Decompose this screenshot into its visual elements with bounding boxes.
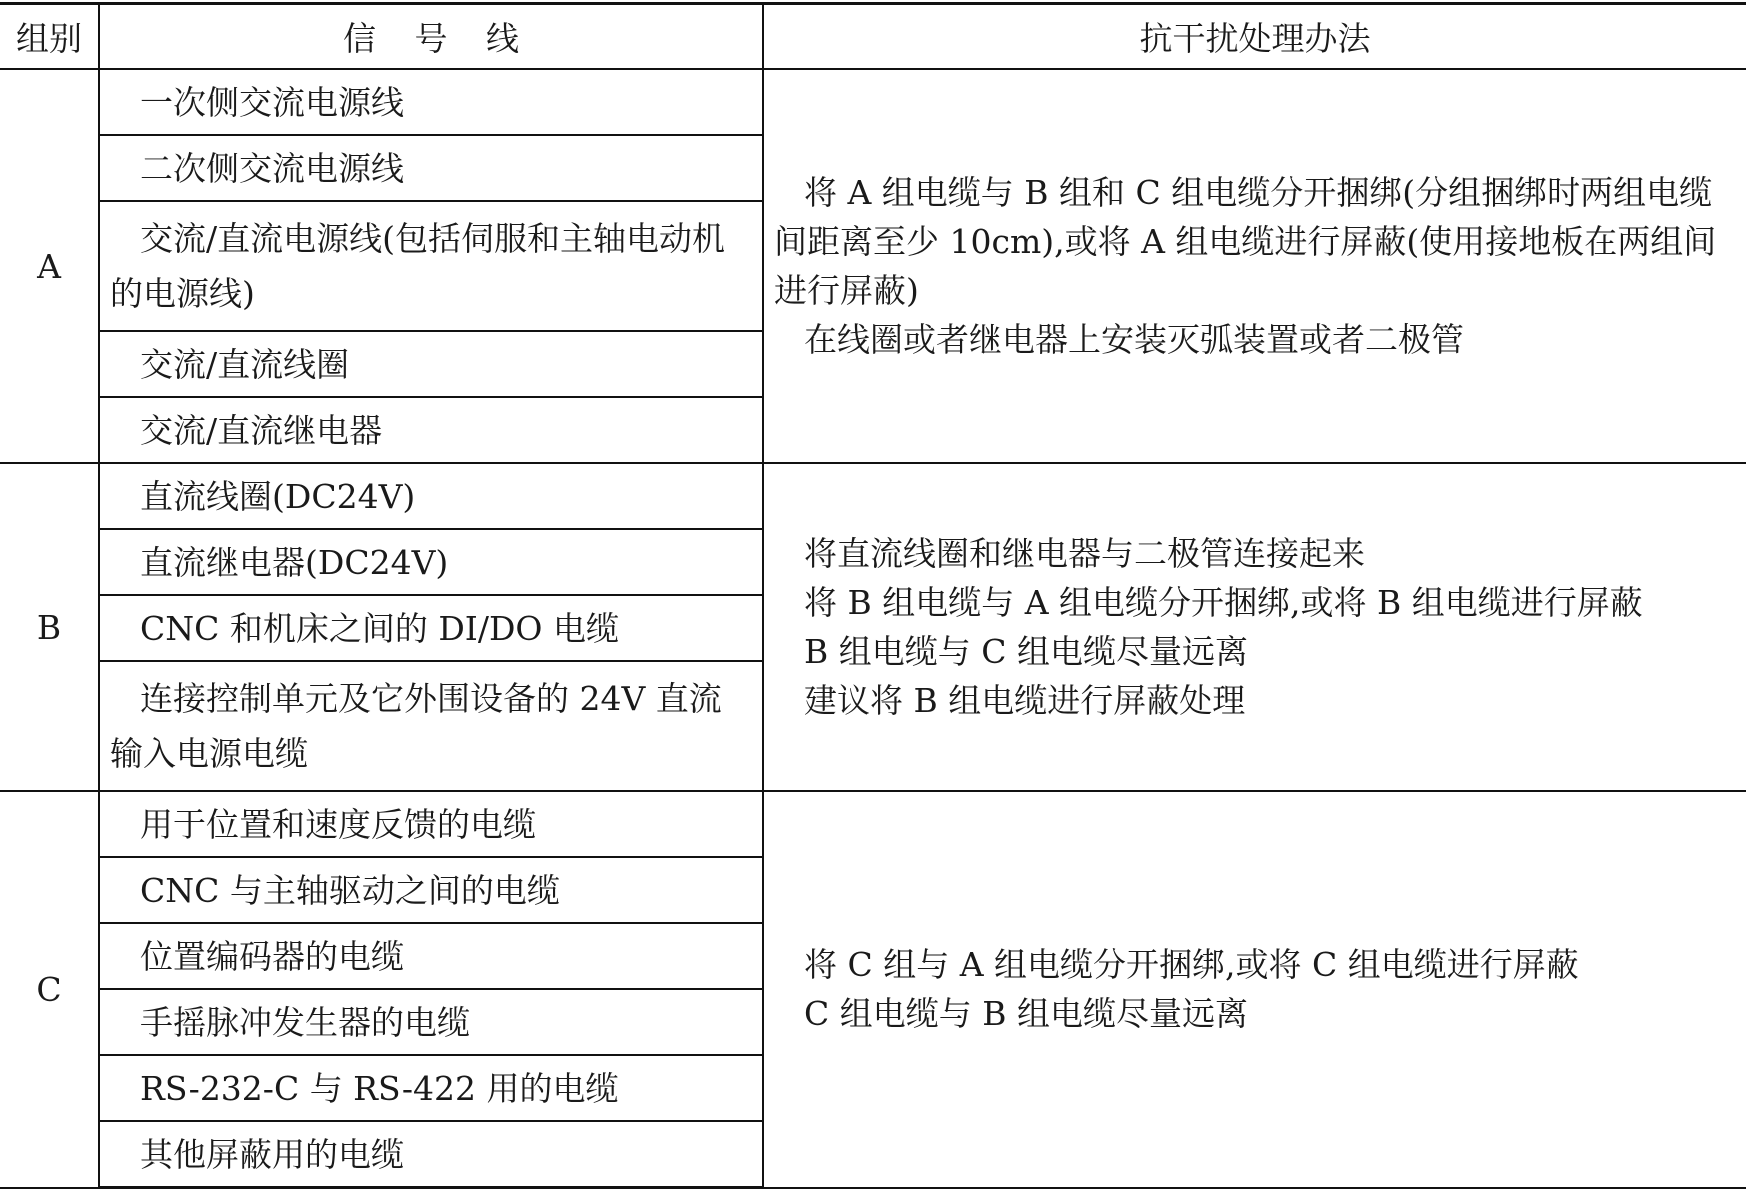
- method-line: B 组电缆与 C 组电缆尽量远离: [804, 632, 1248, 671]
- method-line: 将 C 组与 A 组电缆分开捆绑,或将 C 组电缆进行屏蔽: [804, 945, 1579, 985]
- group-label-c: C: [0, 791, 99, 1188]
- signal-cell: 一次侧交流电源线: [140, 82, 404, 122]
- table-row: [0, 791, 1746, 857]
- method-line: 将 A 组电缆与 B 组和 C 组电缆分开捆绑(分组捆绑时两组电缆间距离至少 10cm),或将 A 组电缆进行屏蔽(使用接地板在两组间进行屏蔽): [774, 173, 1717, 310]
- method-line: C 组电缆与 B 组电缆尽量远离: [804, 994, 1248, 1034]
- method-cell-b: [763, 463, 1746, 791]
- signal-cell: 直流继电器(DC24V): [140, 542, 449, 582]
- signal-cell: 交流/直流继电器: [140, 410, 383, 450]
- signal-cell: 其他屏蔽用的电缆: [140, 1134, 404, 1174]
- method-line: 将 B 组电缆与 A 组电缆分开捆绑,或将 B 组电缆进行屏蔽: [804, 583, 1643, 622]
- table-row: [0, 69, 1746, 135]
- signal-cell: 直流线圈(DC24V): [140, 476, 416, 516]
- signal-cell: 用于位置和速度反馈的电缆: [140, 804, 536, 844]
- signal-cell: RS-232-C 与 RS-422 用的电缆: [140, 1068, 619, 1108]
- signal-cell: 二次侧交流电源线: [140, 148, 404, 188]
- signal-cell: 连接控制单元及它外围设备的 24V 直流输入电源电缆: [110, 679, 722, 773]
- signal-cell: 交流/直流线圈: [140, 344, 350, 384]
- group-label-a: A: [0, 69, 99, 463]
- header-method: 抗干扰处理办法: [763, 4, 1746, 70]
- header-row: [0, 4, 1746, 70]
- method-cell-a: [763, 69, 1746, 463]
- signal-cell: CNC 与主轴驱动之间的电缆: [140, 870, 560, 910]
- method-line: 在线圈或者继电器上安装灭弧装置或者二极管: [804, 320, 1464, 359]
- table-row: [0, 463, 1746, 529]
- method-line: 建议将 B 组电缆进行屏蔽处理: [804, 681, 1246, 720]
- header-signal: 信 号 线: [99, 4, 763, 70]
- signal-cell: 交流/直流电源线(包括伺服和主轴电动机的电源线): [110, 219, 725, 313]
- method-cell-c: [763, 791, 1746, 1188]
- group-label-b: B: [0, 463, 99, 791]
- method-line: 将直流线圈和继电器与二极管连接起来: [804, 534, 1365, 573]
- signal-cell: CNC 和机床之间的 DI/DO 电缆: [140, 608, 619, 648]
- signal-cell: 手摇脉冲发生器的电缆: [140, 1002, 470, 1042]
- signal-cell: 位置编码器的电缆: [140, 936, 404, 976]
- header-group: 组别: [0, 4, 99, 70]
- cable-interference-table: [0, 2, 1746, 1189]
